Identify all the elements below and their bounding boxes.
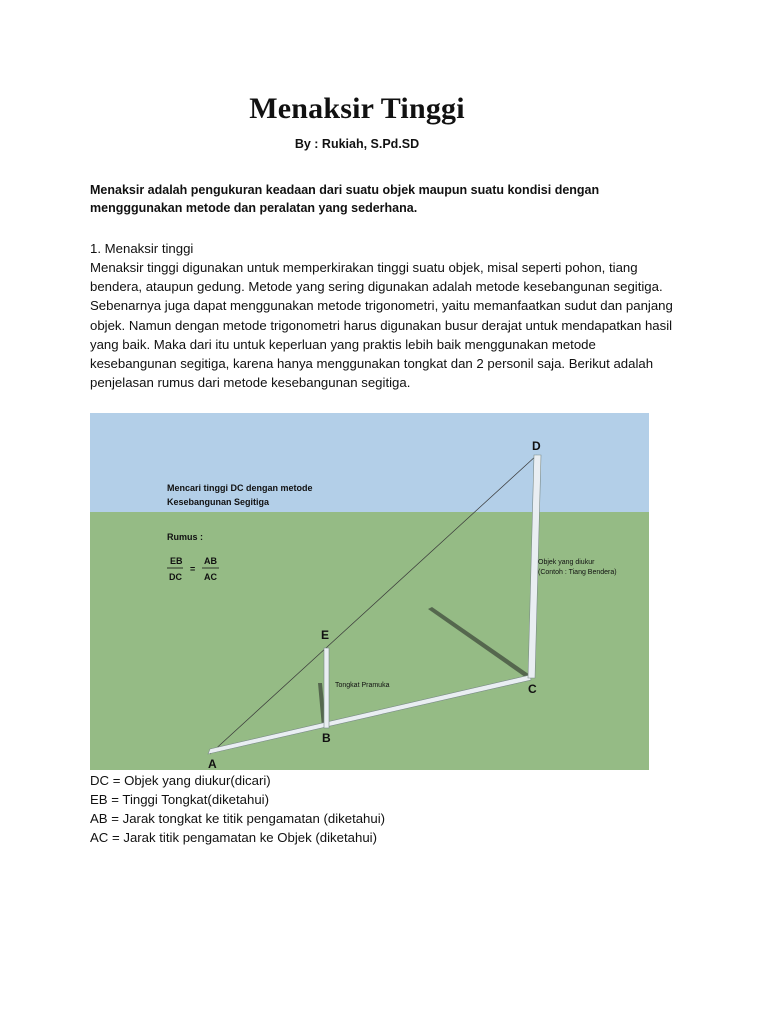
formula-equals: =	[190, 564, 196, 574]
object-label-line-2: (Contoh : Tiang Bendera)	[538, 569, 617, 576]
document-title: Menaksir Tinggi	[249, 92, 465, 125]
point-label-e: E	[321, 628, 330, 642]
section-paragraph: Menaksir tinggi digunakan untuk memperkirakan tinggi suatu objek, misal seperti pohon, tiang bendera, ataupun gedung. Metode yang sering digunakan adalah metode kesebangunan segitiga. Sebenarnya juga dapat menggunakan metode trigonometri, yaitu memanfaatkan sudut dan panjang objek. Namun dengan metode trigonometri harus digunakan busur derajat untuk mendapatkan hasil yang baik. Maka dari itu untuk keperluan yang praktis lebih baik menggunakan metode kesebangunan segitiga, karena hanya menggunakan tongkat dan 2 personil saja. Berikut adalah penjelasan rumus dari metode kesebangunan segitiga.	[90, 260, 673, 391]
caption-line-2: Kesebangunan Segitiga	[167, 497, 270, 507]
stick	[324, 648, 329, 728]
ground	[90, 512, 649, 770]
point-label-d: D	[532, 439, 541, 453]
point-label-c: C	[528, 682, 537, 696]
rumus-label: Rumus :	[167, 532, 203, 542]
author-byline: By : Rukiah, S.Pd.SD	[294, 137, 420, 151]
definitions-list	[90, 771, 675, 847]
definition-dc: DC = Objek yang diukur(dicari)	[90, 773, 271, 788]
definition-ab: AB = Jarak tongkat ke titik pengamatan (diketahui)	[90, 811, 386, 826]
intro-paragraph: Menaksir adalah pengukuran keadaan dari suatu objek maupun suatu kondisi dengan mengggunakan metode dan peralatan yang sederhana.	[90, 183, 600, 215]
point-label-b: B	[322, 731, 331, 745]
fraction-left-denominator: DC	[169, 572, 182, 582]
fraction-left-numerator: EB	[170, 556, 183, 566]
point-label-a: A	[208, 757, 217, 770]
fraction-right-numerator: AB	[204, 556, 217, 566]
definition-eb: EB = Tinggi Tongkat(diketahui)	[90, 792, 269, 807]
definition-ac: AC = Jarak titik pengamatan ke Objek (diketahui)	[90, 830, 377, 845]
section-heading: 1. Menaksir tinggi	[90, 241, 194, 256]
triangle-similarity-diagram	[90, 413, 649, 770]
fraction-right-denominator: AC	[204, 572, 217, 582]
stick-label: Tongkat Pramuka	[335, 682, 390, 689]
caption-line-1: Mencari tinggi DC dengan metode	[167, 483, 313, 493]
object-label-line-1: Objek yang diukur	[538, 559, 595, 566]
